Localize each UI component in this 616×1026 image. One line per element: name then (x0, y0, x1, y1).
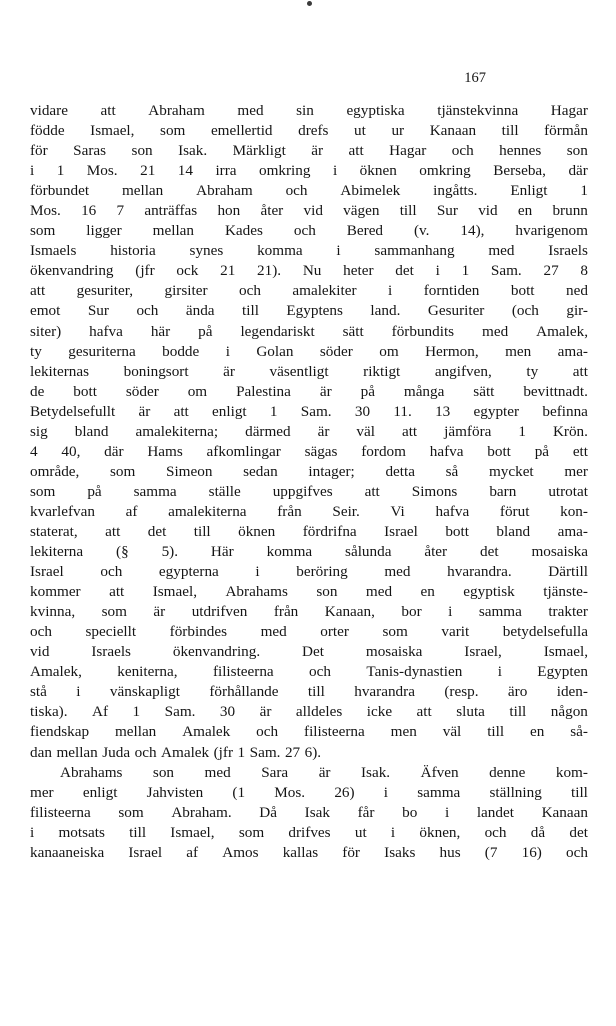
text-line: Israel och egypterna i beröring med hvarandra. Därtill (30, 563, 588, 581)
text-line: som på samma ställe uppgifves att Simons barn utrotat (30, 482, 588, 500)
text-line: siter) hafva här på legendariskt sätt förbundits med Amalek, (30, 322, 588, 340)
text-line: stå i vänskapligt förhållande till hvarandra (resp. äro iden- (30, 683, 588, 701)
text-line: för Saras son Isak. Märkligt är att Hagar och hennes son (30, 142, 588, 160)
text-line: emot Sur och ända till Egyptens land. Gesuriter (och gir- (30, 302, 588, 320)
text-line: som ligger mellan Kades och Bered (v. 14), hvarigenom (30, 222, 588, 240)
text-line: område, som Simeon sedan intager; detta så mycket mer (30, 462, 588, 480)
print-speck (307, 1, 312, 6)
text-line: tiska). Af 1 Sam. 30 är alldeles icke att sluta till någon (30, 703, 588, 721)
text-line: ökenvandring (jfr ock 21 21). Nu heter det i 1 Sam. 27 8 (30, 262, 588, 280)
text-line: Ismaels historia synes komma i sammanhang med Israels (30, 242, 588, 260)
text-line: i motsats till Ismael, som drifves ut i öknen, och då det (30, 823, 588, 841)
text-line: Betydelsefullt är att enligt 1 Sam. 30 11. 13 egypter befinna (30, 402, 588, 420)
body-text (30, 101, 588, 863)
text-line: 4 40, där Hams afkomlingar sägas fordom hafva bott på ett (30, 442, 588, 460)
text-line: de bott söder om Palestina är på många sätt bevittnadt. (30, 382, 588, 400)
text-line: kvinna, som är utdrifven från Kanaan, bor i samma trakter (30, 603, 588, 621)
text-line: vid Israels ökenvandring. Det mosaiska Israel, Ismael, (30, 643, 588, 661)
text-line: filisteerna som Abraham. Då Isak får bo i landet Kanaan (30, 803, 588, 821)
text-line: ty gesuriterna bodde i Golan söder om Hermon, men ama- (30, 342, 588, 360)
text-line: att gesuriter, girsiter och amalekiter i forntiden bott ned (30, 282, 588, 300)
text-line: Mos. 16 7 anträffas hon åter vid vägen till Sur vid en brunn (30, 202, 588, 220)
text-line: kvarlefvan af amalekiterna från Seir. Vi hafva förut kon- (30, 502, 588, 520)
text-line: lekiternas boningsort är väsentligt riktigt angifven, ty att (30, 362, 588, 380)
text-line: födde Ismael, som emellertid drefs ut ur Kanaan till förmån (30, 122, 588, 140)
text-line: kommer att Ismael, Abrahams son med en egyptisk tjänste- (30, 583, 588, 601)
text-line: kanaaneiska Israel af Amos kallas för Isaks hus (7 16) och (30, 843, 588, 861)
text-line: lekiterna (§ 5). Här komma sålunda åter det mosaiska (30, 543, 588, 561)
text-line: vidare att Abraham med sin egyptiska tjänstekvinna Hagar (30, 102, 588, 119)
text-line: i 1 Mos. 21 14 irra omkring i öknen omkring Berseba, där (30, 162, 588, 180)
page-number: 167 (464, 70, 486, 86)
text-line: mer enligt Jahvisten (1 Mos. 26) i samma ställning till (30, 783, 588, 801)
text-line: Amalek, keniterna, filisteerna och Tanis-dynastien i Egypten (30, 663, 588, 681)
text-line: staterat, att det till öknen fördrifna Israel bott bland ama- (30, 522, 588, 540)
text-line: och speciellt förbindes med orter som varit betydelsefulla (30, 623, 588, 641)
text-line: fiendskap mellan Amalek och filisteerna men väl till en så- (30, 723, 588, 741)
text-line: sig bland amalekiterna; därmed är väl att jämföra 1 Krön. (30, 422, 588, 440)
text-line: förbundet mellan Abraham och Abimelek ingåtts. Enligt 1 (30, 182, 588, 200)
text-line: Abrahams son med Sara är Isak. Äfven denne kom- (60, 763, 588, 781)
text-line: dan mellan Juda och Amalek (jfr 1 Sam. 27 6). (30, 743, 322, 761)
